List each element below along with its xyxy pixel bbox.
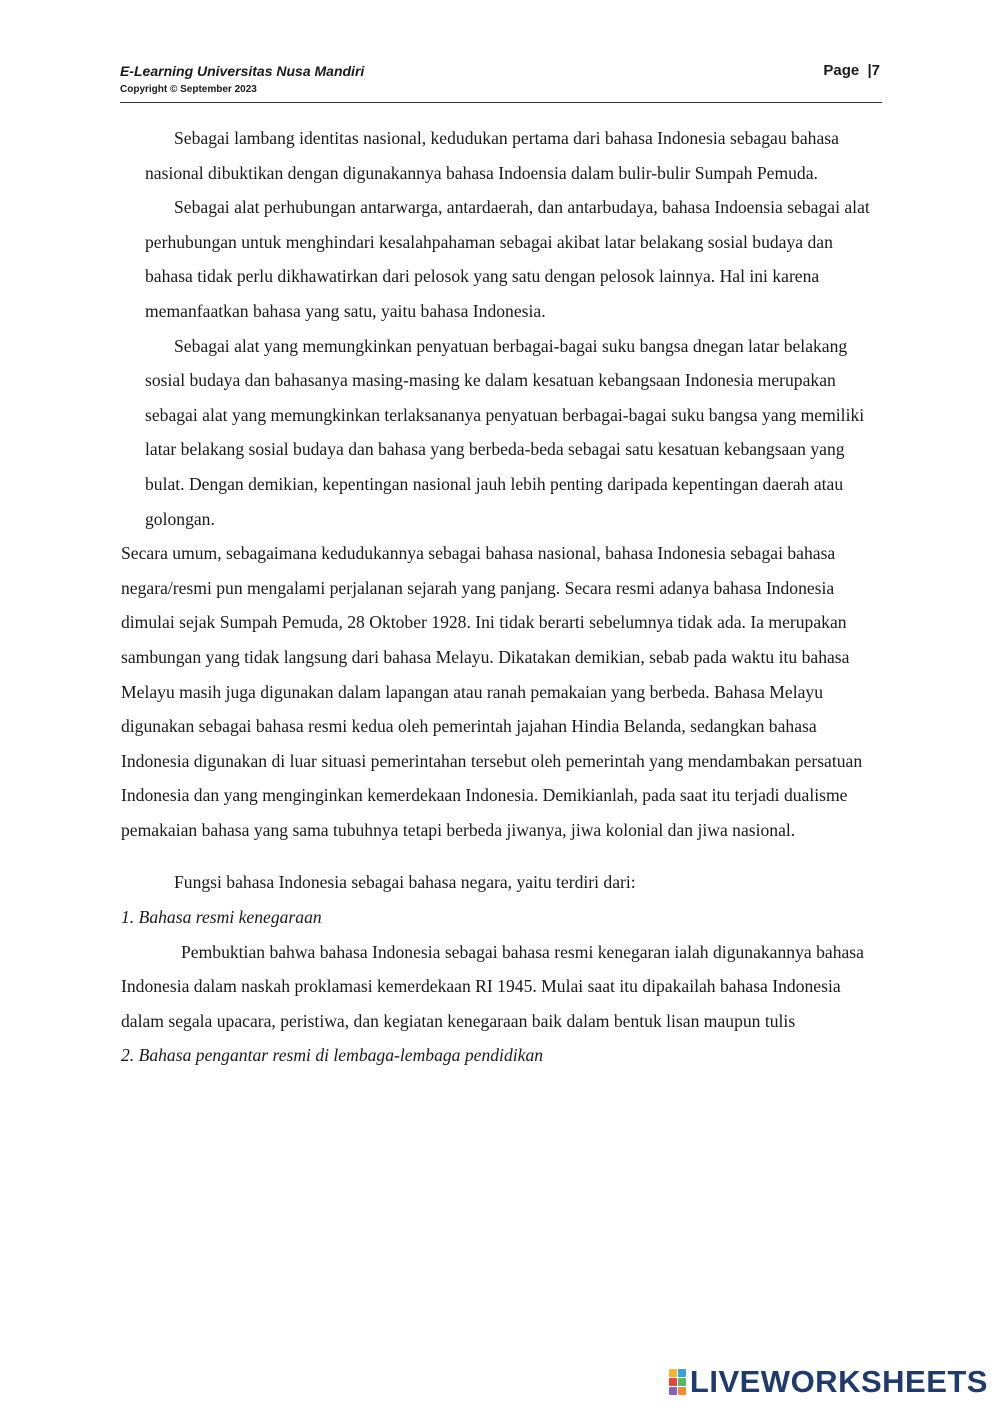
logo-mark-cell <box>678 1369 686 1377</box>
paragraph-identity: Sebagai lambang identitas nasional, kedudukan pertama dari bahasa Indonesia sebagau bahasa nasional dibuktikan dengan digunakannya bahasa Indoensia dalam bulir-bulir Sumpah Pemuda. <box>145 128 839 183</box>
paragraph-history: Secara umum, sebagaimana kedudukannya sebagai bahasa nasional, bahasa Indonesia sebagai bahasa negara/resmi pun mengalami perjalanan sejarah yang panjang. Secara resmi adanya bahasa Indonesia dimulai sejak Sumpah Pemuda, 28 Oktober 1928. Ini tidak berarti sebelumnya tidak ada. Ia merupakan sambungan yang tidak langsung dari bahasa Melayu. Dikatakan demikian, sebab pada waktu itu bahasa Melayu masih juga digunakan dalam lapangan atau ranah pemakaian yang berbeda. Bahasa Melayu digunakan sebagai bahasa resmi kedua oleh pemerintah jajahan Hindia Belanda, sedangkan bahasa Indonesia digunakan di luar situasi pemerintahan tersebut oleh pemerintah yang mendambakan persatuan Indonesia dan yang menginginkan kemerdekaan Indonesia. Demikianlah, pada saat itu terjadi dualisme pemakaian bahasa yang sama tubuhnya tetapi berbeda jiwanya, jiwa kolonial dan jiwa nasional. <box>121 543 863 840</box>
page-header <box>120 60 882 103</box>
document-body <box>121 121 883 1073</box>
heading-official-state-language: 1. Bahasa resmi kenegaraan <box>121 907 322 928</box>
page-label: Page <box>823 62 860 79</box>
liveworksheets-logo-icon <box>669 1369 686 1395</box>
page-number: 7 <box>871 62 880 79</box>
logo-mark-cell <box>669 1369 677 1377</box>
header-copyright: Copyright © September 2023 <box>120 84 257 95</box>
heading-education-language: 2. Bahasa pengantar resmi di lembaga-lembaga pendidikan <box>121 1045 544 1066</box>
paragraph-communication: Sebagai alat perhubungan antarwarga, antardaerah, dan antarbudaya, bahasa Indoensia sebagai alat perhubungan untuk menghindari kesalahpahaman sebagai akibat latar belakang sosial budaya dan bahasa tidak perlu dikhawatirkan dari pelosok yang satu dengan pelosok lainnya. Hal ini karena memanfaatkan bahasa yang satu, yaitu bahasa Indonesia. <box>145 197 870 321</box>
page-separator: | <box>867 62 872 79</box>
paragraph-functions-intro: Fungsi bahasa Indonesia sebagai bahasa negara, yaitu terdiri dari: <box>174 872 636 893</box>
logo-mark-cell <box>678 1387 686 1395</box>
logo-mark-cell <box>669 1387 677 1395</box>
indented-section <box>121 121 883 536</box>
logo-mark-cell <box>669 1378 677 1386</box>
paragraph-proclamation: Pembuktian bahwa bahasa Indonesia sebagai bahasa resmi kenegaran ialah digunakannya bahasa Indonesia dalam naskah proklamasi kemerdekaan RI 1945. Mulai saat itu dipakailah bahasa Indonesia dalam segala upacara, peristiwa, dan kegiatan kenegaraan baik dalam bentuk lisan maupun tulis <box>121 941 864 1031</box>
liveworksheets-logo <box>669 1364 988 1400</box>
header-title: E-Learning Universitas Nusa Mandiri <box>120 63 365 79</box>
logo-text: LIVEWORKSHEETS <box>689 1364 988 1399</box>
logo-mark-cell <box>678 1378 686 1386</box>
paragraph-unification: Sebagai alat yang memungkinkan penyatuan berbagai-bagai suku bangsa dnegan latar belakang sosial budaya dan bahasanya masing-masing ke dalam kesatuan kebangsaan Indonesia merupakan sebagai alat yang memungkinkan terlaksananya penyatuan berbagai-bagai suku bangsa yang memiliki latar belakang sosial budaya dan bahasa yang berbeda-beda sebagai satu kesatuan kebangsaan yang bulat. Dengan demikian, kepentingan nasional jauh lebih penting daripada kepentingan daerah atau golongan. <box>145 335 865 529</box>
page-number-label <box>823 62 880 79</box>
